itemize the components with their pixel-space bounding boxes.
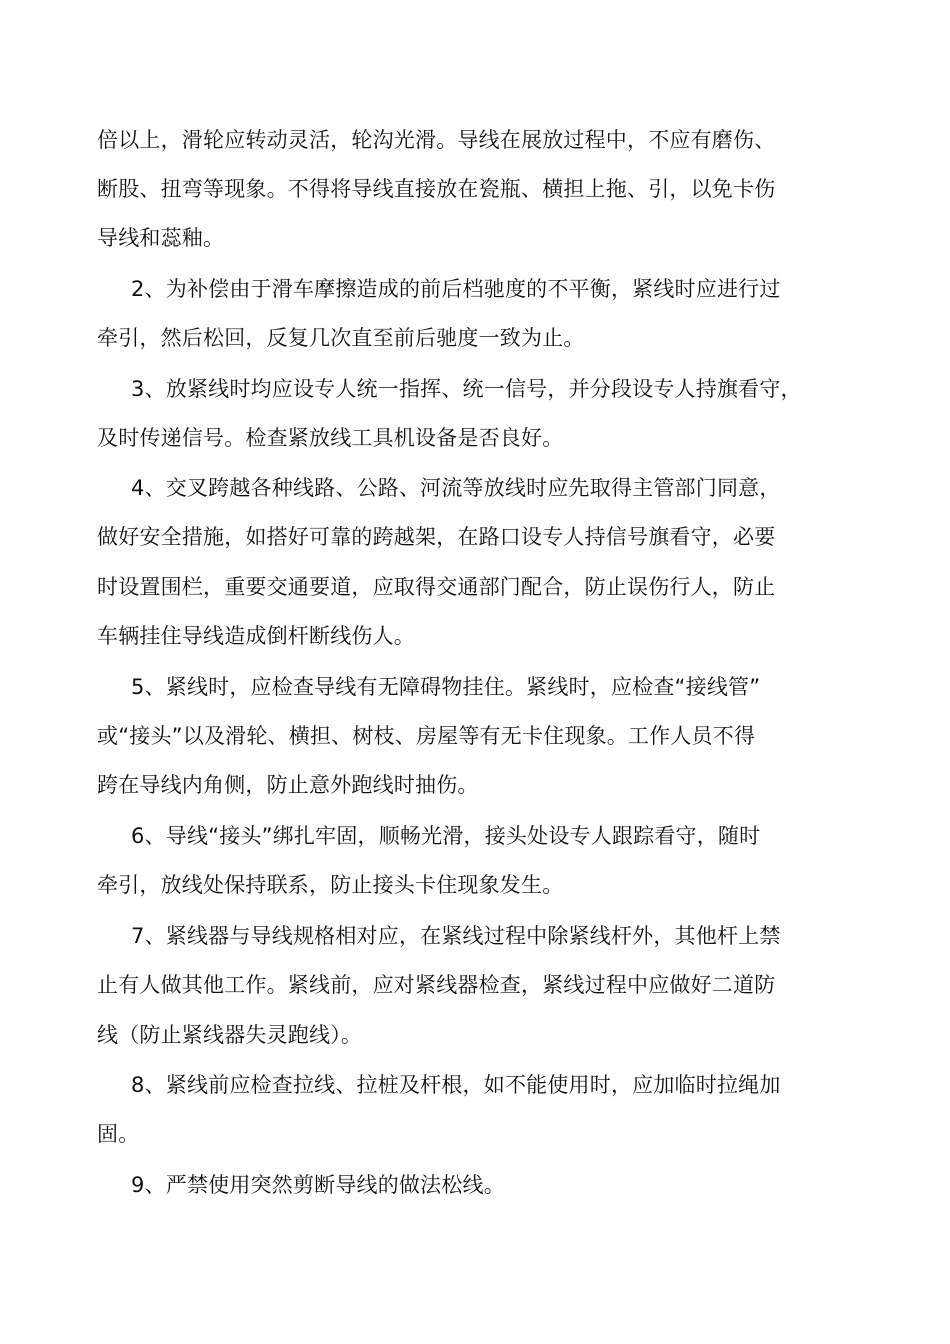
text-line: 导线和蕊釉。 (97, 226, 225, 250)
text-line: 线（防止紧线器失灵跑线）。 (97, 1023, 363, 1047)
text-line: 7、紧线器与导线规格相对应，在紧线过程中除紧线杆外，其他杆上禁 (131, 924, 781, 948)
text-line: 9、严禁使用突然剪断导线的做法松线。 (131, 1173, 505, 1197)
text-line: 6、导线“接头”绑扎牢固，顺畅光滑，接头处设专人跟踪看守，随时 (131, 824, 761, 848)
text-line: 跨在导线内角侧，防止意外跑线时抽伤。 (97, 773, 479, 797)
text-line: 牵引，放线处保持联系，防止接头卡住现象发生。 (97, 873, 564, 897)
text-line: 做好安全措施，如搭好可靠的跨越架，在路口设专人持信号旗看守，必要 (97, 525, 776, 549)
text-line: 止有人做其他工作。紧线前，应对紧线器检查，紧线过程中应做好二道防 (97, 973, 776, 997)
text-line: 固。 (97, 1122, 140, 1146)
text-line: 断股、扭弯等现象。不得将导线直接放在瓷瓶、横担上拖、引，以免卡伤 (97, 177, 776, 201)
text-line: 时设置围栏，重要交通要道，应取得交通部门配合，防止误伤行人，防止 (97, 575, 776, 599)
text-line: 及时传递信号。检查紧放线工具机设备是否良好。 (97, 426, 564, 450)
text-line: 或“接头”以及滑轮、横担、树枝、房屋等有无卡住现象。工作人员不得 (97, 724, 756, 748)
text-line: 倍以上，滑轮应转动灵活，轮沟光滑。导线在展放过程中，不应有磨伤、 (97, 128, 776, 152)
text-line: 8、紧线前应检查拉线、拉桩及杆根，如不能使用时，应加临时拉绳加 (131, 1073, 781, 1097)
text-line: 车辆挂住导线造成倒杆断线伤人。 (97, 624, 415, 648)
text-line: 2、为补偿由于滑车摩擦造成的前后档驰度的不平衡，紧线时应进行过 (131, 277, 781, 301)
text-line: 3、放紧线时均应设专人统一指挥、统一信号，并分段设专人持旗看守， (131, 377, 802, 401)
text-line: 4、交叉跨越各种线路、公路、河流等放线时应先取得主管部门同意， (131, 476, 781, 500)
text-line: 5、紧线时，应检查导线有无障碍物挂住。紧线时，应检查“接线管” (131, 675, 761, 699)
text-line: 牵引，然后松回，反复几次直至前后驰度一致为止。 (97, 326, 585, 350)
